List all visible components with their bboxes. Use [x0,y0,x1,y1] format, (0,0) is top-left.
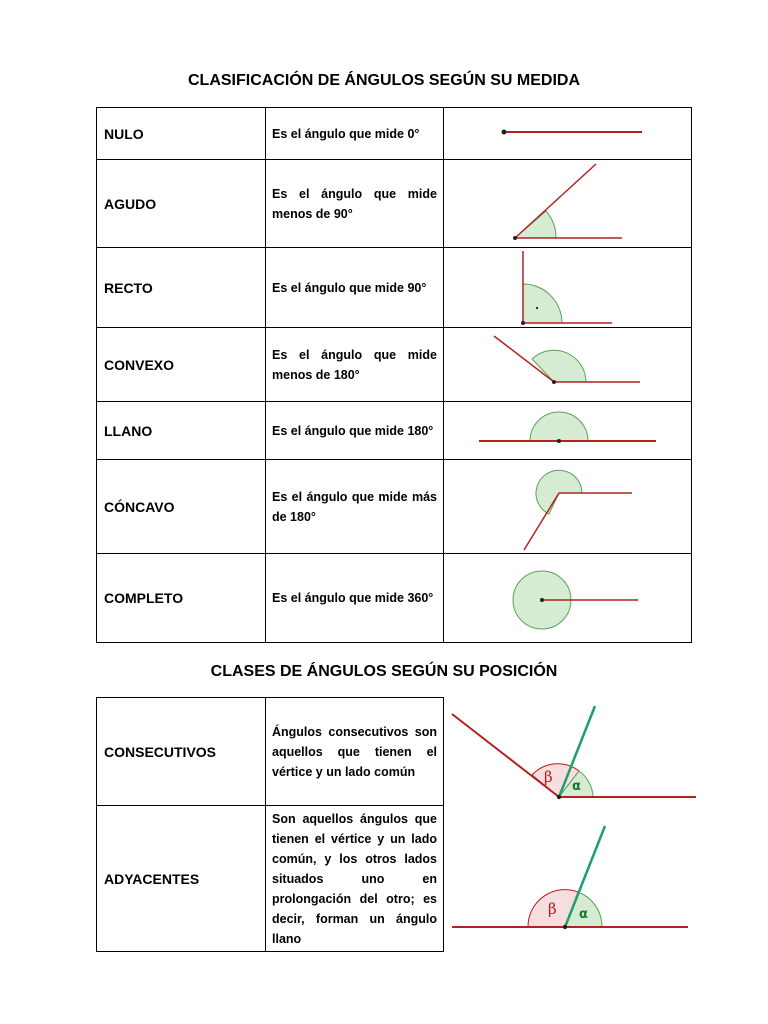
table-row [97,806,692,952]
convex-angle-icon [444,328,692,402]
beta-label: β [548,900,557,918]
table-row [97,554,692,643]
consecutive-angles-icon [444,698,692,806]
angle-description: Es el ángulo que mide 180° [266,402,444,460]
adjacent-angles-icon [444,806,692,952]
angle-name: COMPLETO [97,554,266,643]
angle-description: Es el ángulo que mide más de 180° [266,460,444,554]
acute-angle-icon [444,160,692,248]
table-row [97,460,692,554]
straight-angle-icon [444,402,692,460]
position-table [96,697,692,952]
angle-description: Ángulos consecutivos son aquellos que tienen el vértice y un lado común [266,698,444,806]
table-row [97,402,692,460]
angle-name: CÓNCAVO [97,460,266,554]
table-row [97,328,692,402]
angle-description: Es el ángulo que mide menos de 180° [266,328,444,402]
angle-name: ADYACENTES [97,806,266,952]
angle-name: LLANO [97,402,266,460]
angle-description: Es el ángulo que mide menos de 90° [266,160,444,248]
angle-description: Es el ángulo que mide 90° [266,248,444,328]
angle-name: AGUDO [97,160,266,248]
concave-angle-icon [444,460,692,554]
angle-description: Es el ángulo que mide 0° [266,108,444,160]
full-angle-icon [444,554,692,643]
angle-name: CONVEXO [97,328,266,402]
table-row [97,248,692,328]
table-row [97,108,692,160]
alpha-label: α [579,907,588,922]
beta-label: β [544,768,553,786]
measure-table [96,107,692,643]
angle-description: Es el ángulo que mide 360° [266,554,444,643]
table-row [97,698,692,806]
measure-section-title: CLASIFICACIÓN DE ÁNGULOS SEGÚN SU MEDIDA [187,72,580,89]
angle-name: NULO [97,108,266,160]
position-section-title: CLASES DE ÁNGULOS SEGÚN SU POSICIÓN [210,663,558,680]
table-row [97,160,692,248]
angle-description: Son aquellos ángulos que tienen el vértice y un lado común, y los otros lados situados uno en prolongación del otro; es decir, forman un ángulo llano [266,806,444,952]
alpha-label: α [572,779,581,794]
right-angle-icon [444,248,692,328]
null-angle-icon [444,108,692,160]
angle-name: CONSECUTIVOS [97,698,266,806]
angle-name: RECTO [97,248,266,328]
